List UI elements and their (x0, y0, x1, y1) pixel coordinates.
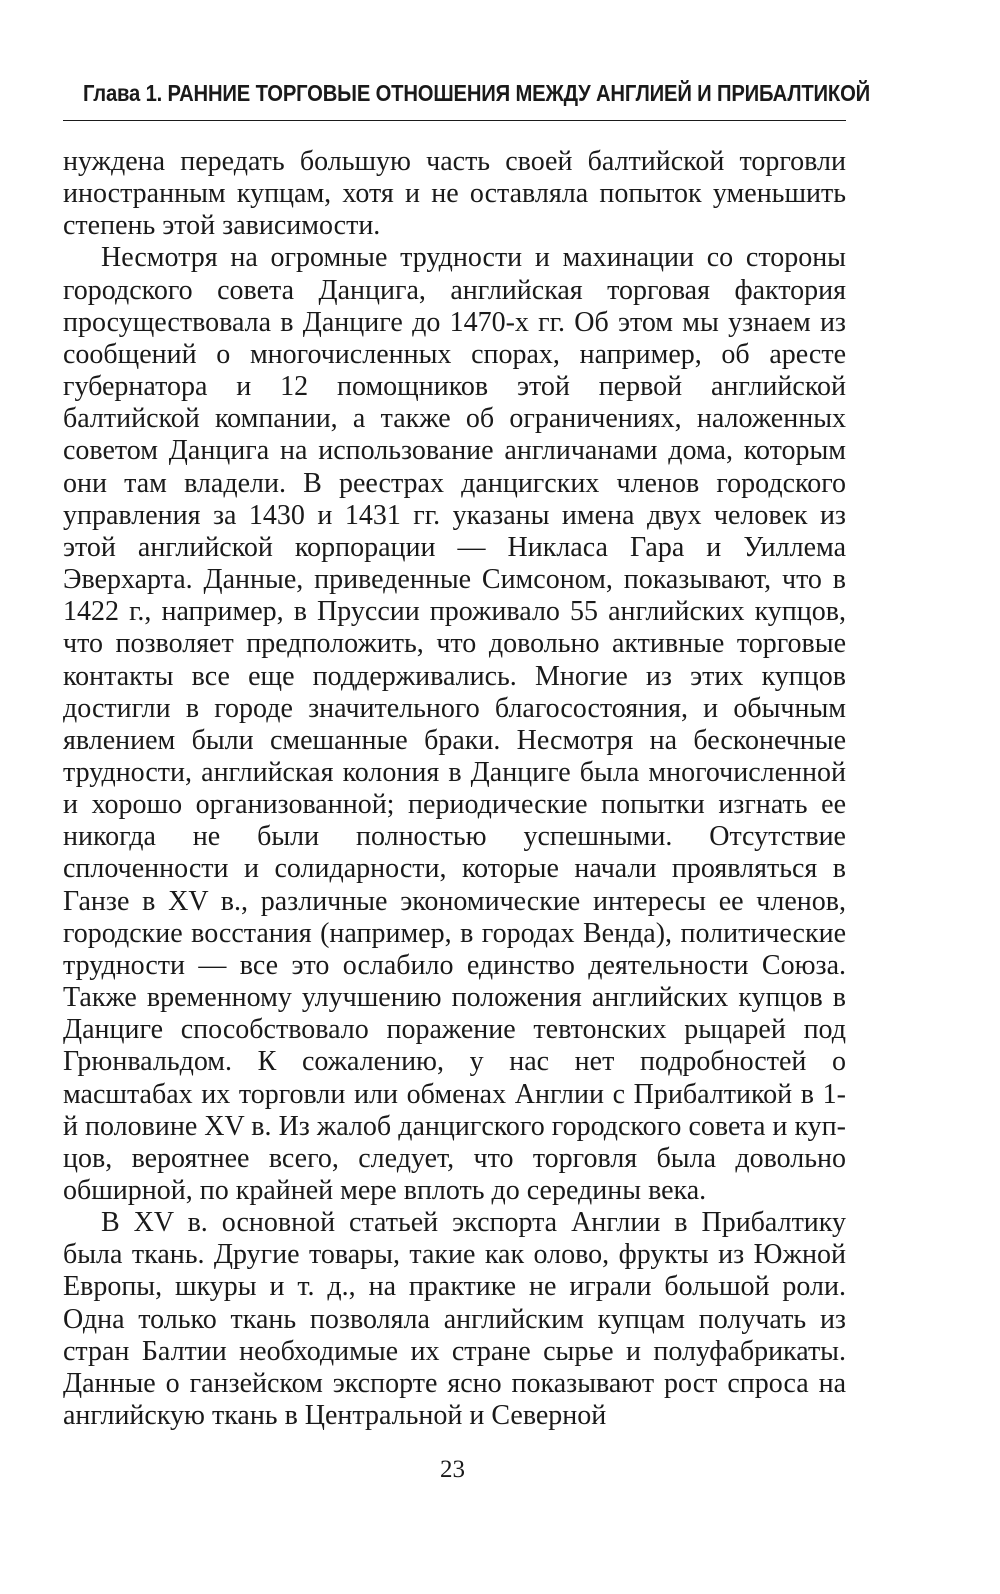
paragraph-continued: нуждена передать большую часть своей балтийской торговли иностранным купцам, хотя и не оставляла попыток уменьшить степень этой зависимости. (63, 146, 846, 242)
page-number: 23 (440, 1456, 465, 1483)
paragraph-cloth-export: В XV в. основной статьей экспорта Англии в Прибалтику была ткань. Другие товары, такие как олово, фрукты из Южной Европы, шкуры и т. д., на практике не играли большой роли. Одна только ткань позволяла английским купцам получать из стран Балтии необходимые их стране сырье и полуфабрикаты. Данные о ганзейском экспорте ясно показывают рост спроса на английскую ткань в Центральной и Северной (63, 1207, 846, 1432)
header-rule (63, 120, 846, 121)
running-head: Глава 1. РАННИЕ ТОРГОВЫЕ ОТНОШЕНИЯ МЕЖДУ АНГЛИЕЙ И ПРИБАЛТИКОЙ (83, 80, 871, 106)
paragraph-english-factory-danzig: Несмотря на огромные трудности и махинации со стороны городского совета Данцига, английская торговая фактория просуществовала в Данциге до 1470-х гг. Об этом мы узнаем из сообщений о многочисленных спорах, например, об аресте губернатора и 12 помощников этой первой английской балтийской компании, а также об ограничениях, наложенных советом Данцига на использование англичанами дома, которым они там владели. В реестрах данцигских членов городского управления за 1430 и 1431 гг. указаны имена двух человек из этой английской корпорации — Никласа Гара и Уиллема Эверхарта. Данные, приведенные Симсоном, показывают, что в 1422 г., например, в Пруссии проживало 55 английских купцов, что позволяет предположить, что довольно активные торговые контакты все еще поддерживались. Многие из этих купцов достигли в городе значительного благосостояния, и обычным явлением были смешанные браки. Несмотря на бесконечные трудности, английская колония в Данциге была многочисленной и хорошо организованной; периодические попытки изгнать ее никогда не были полностью успешными. Отсутствие сплоченности и солидарности, которые начали проявляться в Ганзе в XV в., различные экономические интересы ее членов, городские восстания (например, в городах Венда), политические трудности — все это ослабило единство деятельности Союза. Также временному улучшению положения английских купцов в Данциге способствовало поражение тевтонских рыцарей под Грюнвальдом. К сожалению, у нас нет подробностей о масштабах их торговли или обменах Англии с Прибалтикой в 1-й половине XV в. Из жалоб данцигского городского совета и купцов, вероятнее всего, следует, что торговля была довольно обширной, по крайней мере вплоть до середины века. (63, 242, 846, 1206)
body-text (63, 146, 846, 1432)
